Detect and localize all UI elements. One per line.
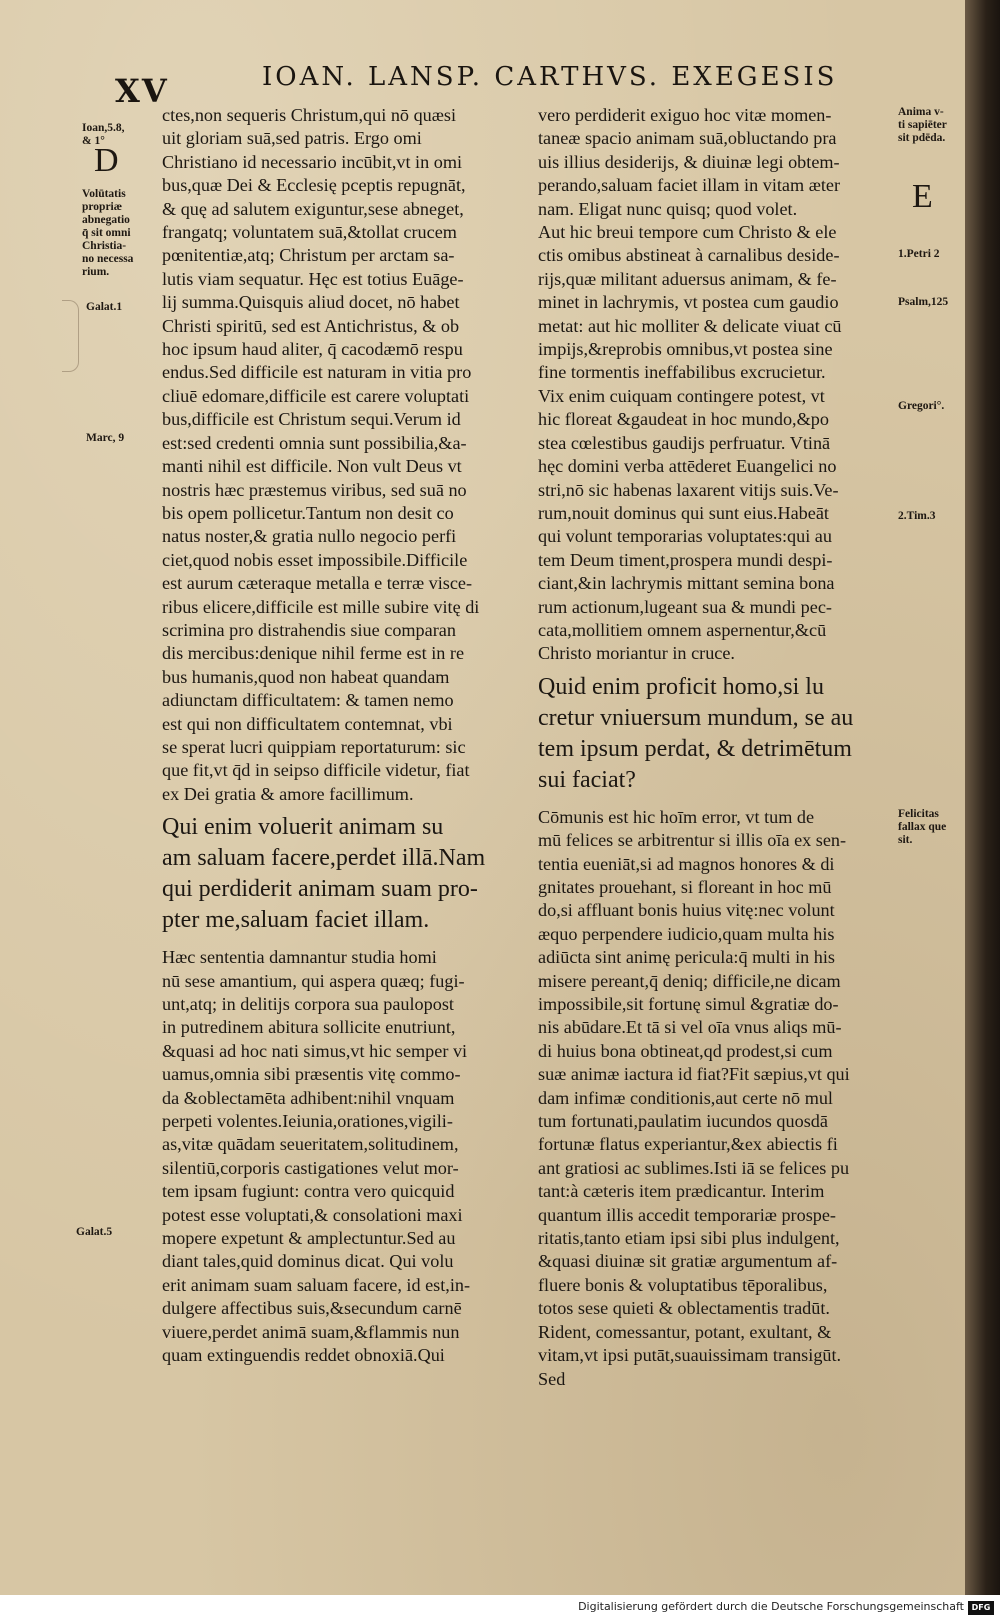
lemma-line: tem ipsum perdat, & detrimētum: [538, 735, 852, 762]
text-line: rum actionum,lugeant sua & mundi pec-: [538, 596, 832, 617]
text-line: fortunæ flatus experiantur,&ex abiectis fi: [538, 1134, 838, 1155]
text-line: minet in lachrymis, vt postea cum gaudio: [538, 292, 839, 313]
text-line: impijs,&reprobis omnibus,vt postea sine: [538, 339, 833, 360]
text-line: vero perdiderit exiguo hoc vitæ momen-: [538, 105, 832, 125]
running-title: IOAN. LANSP. CARTHVS. EXEGESIS: [262, 62, 838, 92]
text-line: tum fortunati,paulatim iucundos quosdā: [538, 1111, 828, 1132]
text-line: tem ipsam fugiunt: contra vero quicquid: [162, 1181, 455, 1202]
text-line: gnitates prouehant, si floreant in hoc mū: [538, 876, 832, 897]
text-line: ritatis,tanto etiam ipsi sibi plus indulgent,: [538, 1228, 840, 1249]
text-line: di huius bona obtineat,qd prodest,si cum: [538, 1040, 833, 1061]
text-line: do,si affluant bonis huius vitę:nec volunt: [538, 900, 835, 921]
text-line: metat: aut hic molliter & delicate viuat cū: [538, 315, 842, 336]
text-line: nostris hæc præstemus viribus, sed suā no: [162, 479, 467, 500]
text-line: quam extinguendis reddet obnoxiā.Qui: [162, 1345, 445, 1366]
text-line: tem Deum timent,prospera mundi despi-: [538, 549, 833, 570]
text-line: nam. Eligat nunc quisq; quod volet.: [538, 198, 798, 219]
text-line: Vix enim cuiquam contingere potest, vt: [538, 385, 825, 406]
text-line: cliuē edomare,difficile est carere voluptati: [162, 385, 470, 406]
text-line: mopere expetunt & amplectuntur.Sed au: [162, 1228, 456, 1249]
text-line: tant:à cæteris item prædicantur. Interim: [538, 1181, 825, 1202]
text-line: viuere,perdet animā suam,&flammis nun: [162, 1321, 460, 1342]
text-line: nū sese amantium, qui aspera quæq; fugi-: [162, 970, 465, 991]
text-line: dam infimæ conditionis,aut certe nō mul: [538, 1087, 833, 1108]
text-line: Cōmunis est hic hoīm error, vt tum de: [538, 806, 815, 827]
text-line: Christiano id necessario incūbit,vt in omi: [162, 151, 463, 172]
margin-note-psalm: Psalm,125: [898, 296, 949, 308]
text-line: dis mercibus:denique nihil ferme est in re: [162, 643, 465, 664]
text-line: bus humanis,quod non habeat quandam: [162, 666, 450, 687]
text-line: vitam,vt ipsi putāt,suauissimam transigūt.: [538, 1345, 842, 1366]
text-line: Rident, comessantur, potant, exultant, &: [538, 1321, 832, 1342]
text-line: perpeti volentes.Ieiunia,orationes,vigili-: [162, 1111, 453, 1132]
margin-section-letter-d: D: [94, 142, 119, 179]
margin-note-anima: Anima v- ti sapiēter sit pdēda.: [898, 106, 947, 144]
text-line: frangatq; voluntatem suā,&tollat crucem: [162, 222, 457, 243]
text-line: tentia eueniāt,si ad magnos honores & di: [538, 853, 835, 874]
text-line: adiunctam difficultatem: & tamen nemo: [162, 690, 454, 711]
text-line: manti nihil est difficile. Non vult Deus vt: [162, 456, 462, 477]
text-line: ex Dei gratia & amore facillimum.: [162, 783, 414, 804]
margin-note-tim: 2.Tim.3: [898, 510, 936, 522]
margin-note-galat-1: Galat.1: [86, 301, 123, 313]
text-line: uis illius desiderijs, & diuinæ legi obtem-: [538, 151, 840, 172]
text-line: quantum illis accedit temporariæ prospe-: [538, 1204, 836, 1225]
dfg-logo: DFG: [968, 1601, 994, 1615]
text-line: æquo perpendere iudicio,quam multa his: [538, 923, 835, 944]
text-line: Sed: [538, 1368, 566, 1389]
page-fold-mark: [62, 300, 79, 372]
margin-note-petri: 1.Petri 2: [898, 248, 940, 260]
margin-note-ioan: Ioan,5.8, & 1°: [82, 122, 125, 147]
folio-number: XV: [115, 72, 169, 110]
right-text-column: [538, 104, 893, 1391]
text-line: est qui non difficultatem contemnat, vbi: [162, 713, 453, 734]
right-scripture-lemma: [538, 672, 893, 796]
left-scripture-lemma: [162, 812, 517, 936]
text-line: cata,mollitiem omnem aspernentur,&cū: [538, 619, 827, 640]
margin-note-marc: Marc, 9: [86, 432, 125, 444]
text-line: ciant,&in lachrymis mittant semina bona: [538, 573, 835, 594]
text-line: impossibile,sit fortunę simul &gratiæ do-: [538, 994, 839, 1014]
text-line: potest esse voluptati,& consolationi maxi: [162, 1204, 463, 1225]
right-paragraph-2: [538, 806, 893, 1391]
text-line: bis opem pollicetur.Tantum non desit co: [162, 502, 454, 523]
text-line: as,vitæ quādam seueritatem,solitudinem,: [162, 1134, 459, 1155]
digitization-note: Digitalisierung gefördert durch die Deutsche Forschungsgemeinschaft: [578, 1600, 964, 1613]
text-line: Christi spiritū, sed est Antichristus, & ob: [162, 315, 460, 336]
text-line: lij summa.Quisquis aliud docet, nō habet: [162, 292, 460, 313]
left-text-column: [162, 104, 517, 1368]
text-line: rum,nouit dominus qui sunt eius.Habeāt: [538, 502, 829, 523]
text-line: erit animam suam saluam facere, id est,in-: [162, 1274, 471, 1295]
text-line: adiūcta sint animę pericula:q̄ multi in his: [538, 947, 835, 968]
text-line: natus noster,& gratia nullo negocio perfi: [162, 526, 457, 547]
text-line: misere pereant,q̄ deniq; difficile,ne dicam: [538, 970, 841, 991]
lemma-line: Quid enim proficit homo,si lu: [538, 673, 824, 700]
lemma-line: Qui enim voluerit animam su: [162, 814, 444, 841]
lemma-line: qui perdiderit animam suam pro-: [162, 876, 478, 903]
text-line: lutis viam sequatur. Hęc est totius Euāge-: [162, 268, 464, 289]
text-line: uit gloriam suā,sed patris. Ergo omi: [162, 128, 422, 149]
text-line: stri,nō sic habenas laxarent vitijs suis.Ve-: [538, 479, 839, 500]
text-line: Aut hic breui tempore cum Christo & ele: [538, 222, 837, 243]
text-line: ctis omibus abstineat à carnalibus deside-: [538, 245, 840, 266]
text-line: uamus,omnia sibi præsentis vitę commo-: [162, 1064, 461, 1085]
text-line: hoc ipsum haud aliter, q̄ cacodæmō respu: [162, 339, 463, 360]
book-spine: [965, 0, 1000, 1595]
text-line: & quę ad salutem exiguntur,sese abneget,: [162, 198, 464, 219]
text-line: ribus elicere,difficile est mille subire vitę di: [162, 596, 480, 617]
left-paragraph-1: [162, 104, 517, 806]
text-line: Christo moriantur in cruce.: [538, 643, 735, 664]
text-line: ctes,non sequeris Christum,qui nō quæsi: [162, 105, 457, 125]
text-line: mū felices se arbitrentur si illis oīa ex sen-: [538, 830, 847, 851]
text-line: bus,difficile est Christum sequi.Verum id: [162, 409, 461, 430]
text-line: stea cœlestibus gaudijs perfruatur. Vtinā: [538, 432, 831, 453]
text-line: se sperat lucri quippiam reportaturum: sic: [162, 736, 466, 757]
margin-note-gregori: Gregori°.: [898, 400, 945, 412]
text-line: silentiū,corporis castigationes velut mor-: [162, 1157, 459, 1178]
lemma-line: cretur vniuersum mundum, se au: [538, 704, 854, 731]
text-line: unt,atq; in delitijs corpora sua paulopost: [162, 994, 454, 1014]
text-line: nis abūdare.Et tā si vel oīa vnus aliqs mū-: [538, 1017, 842, 1038]
text-line: perando,saluam faciet illam in vitam æter: [538, 175, 841, 196]
text-line: totos sese quieti & oblectamentis tradūt.: [538, 1298, 830, 1319]
text-line: que fit,vt q̄d in seipso difficile videtur, fiat: [162, 760, 470, 781]
text-line: scrimina pro distrahendis siue comparan: [162, 619, 456, 640]
text-line: rijs,quæ militant aduersus animam, & fe-: [538, 268, 837, 289]
lemma-line: pter me,saluam faciet illam.: [162, 907, 430, 934]
text-line: pœnitentiæ,atq; Christum per arctam sa-: [162, 245, 455, 266]
right-paragraph-1: [538, 104, 893, 666]
text-line: diant tales,quid dominus dicat. Qui volu: [162, 1251, 454, 1272]
text-line: da &oblectamēta adhibent:nihil vnquam: [162, 1087, 455, 1108]
margin-note-galat-5: Galat.5: [76, 1226, 113, 1238]
margin-note-voluntatis: Volūtatis propriæ abnegatio q̄ sit omni Christia- no necessa rium.: [82, 188, 134, 278]
text-line: fluere bonis & voluptatibus tēporalibus,: [538, 1274, 828, 1295]
text-line: &quasi ad hoc nati simus,vt hic semper vi: [162, 1040, 468, 1061]
lemma-line: am saluam facere,perdet illā.Nam: [162, 845, 486, 872]
text-line: &quasi diuinæ sit gratiæ argumentum af-: [538, 1251, 838, 1272]
left-paragraph-2: [162, 946, 517, 1367]
text-line: ant gratiosi ac sublimes.Isti iā se felices pu: [538, 1157, 850, 1178]
text-line: taneæ spacio animam suā,obluctando pra: [538, 128, 837, 149]
text-line: est aurum cæteraque metalla e terræ visce-: [162, 573, 473, 594]
margin-section-letter-e: E: [912, 178, 933, 215]
text-line: in putredinem abitura sollicite enutriunt,: [162, 1017, 456, 1038]
text-line: fine tormentis ineffabilibus excrucietur.: [538, 362, 826, 383]
text-line: qui volunt temporarias voluptates:qui au: [538, 526, 832, 547]
text-line: suæ animæ iactura id fiat?Fit sæpius,vt qui: [538, 1064, 850, 1085]
text-line: est:sed credenti omnia sunt possibilia,&a-: [162, 432, 467, 453]
text-line: endus.Sed difficile est naturam in vitia pro: [162, 362, 472, 383]
text-line: Hæc sententia damnantur studia homi: [162, 947, 437, 968]
lemma-line: sui faciat?: [538, 766, 636, 793]
text-line: bus,quæ Dei & Ecclesię pceptis repugnāt,: [162, 175, 466, 196]
text-line: hęc domini verba attēderet Euangelici no: [538, 456, 837, 477]
margin-note-felicitas: Felicitas fallax que sit.: [898, 808, 947, 846]
text-line: dulgere affectibus suis,&secundum carnē: [162, 1298, 462, 1319]
text-line: ciet,quod nobis esset impossibile.Difficile: [162, 549, 468, 570]
text-line: hic floreat &gaudeat in hoc mundo,&po: [538, 409, 829, 430]
